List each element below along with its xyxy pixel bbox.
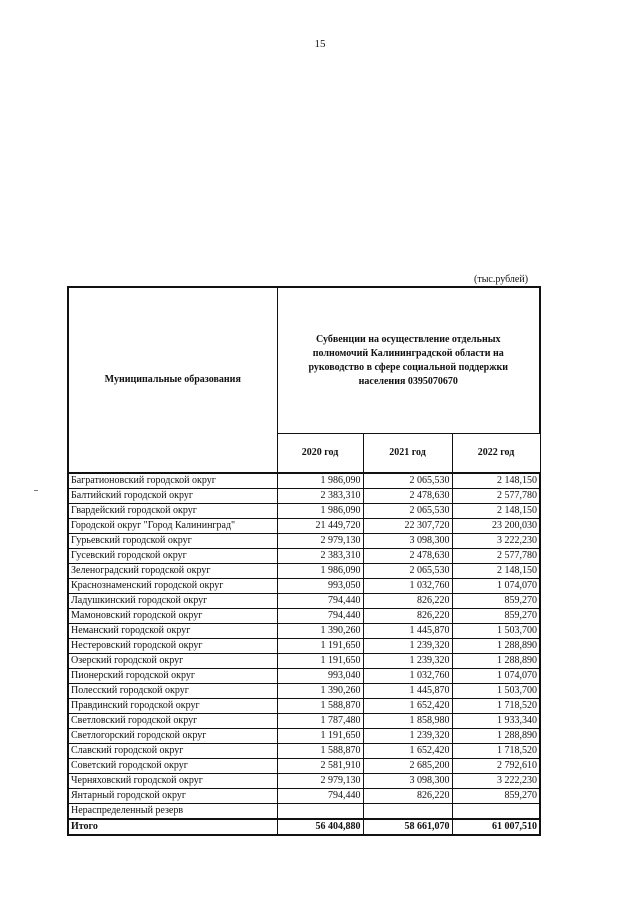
value-2022: 859,270 (452, 789, 540, 804)
value-2021: 826,220 (363, 789, 452, 804)
value-2021: 1 239,320 (363, 729, 452, 744)
page-number: 15 (314, 38, 326, 50)
municipality-name: Черняховский городской округ (68, 774, 277, 789)
value-2020: 993,050 (277, 579, 363, 594)
value-2020: 1 588,870 (277, 744, 363, 759)
value-2020: 993,040 (277, 669, 363, 684)
value-2021: 3 098,300 (363, 534, 452, 549)
municipality-name: Гурьевский городской округ (68, 534, 277, 549)
year-header-2022: 2022 год (452, 434, 540, 474)
value-2021: 1 445,870 (363, 684, 452, 699)
table-row (68, 473, 540, 489)
municipality-name: Светловский городской округ (68, 714, 277, 729)
total-label: Итого (68, 819, 277, 835)
value-2020: 1 191,650 (277, 654, 363, 669)
table-row (68, 774, 540, 789)
municipality-name: Мамоновский городской округ (68, 609, 277, 624)
value-2020: 1 390,260 (277, 624, 363, 639)
municipality-name: Неманский городской округ (68, 624, 277, 639)
value-2022: 2 148,150 (452, 504, 540, 519)
value-2022: 1 718,520 (452, 699, 540, 714)
value-2020: 2 383,310 (277, 549, 363, 564)
value-2020: 1 986,090 (277, 504, 363, 519)
municipality-name: Нестеровский городской округ (68, 639, 277, 654)
value-2022: 1 288,890 (452, 654, 540, 669)
value-2020: 2 383,310 (277, 489, 363, 504)
value-2020: 21 449,720 (277, 519, 363, 534)
table-row (68, 504, 540, 519)
value-2020: 2 979,130 (277, 534, 363, 549)
table-row (68, 609, 540, 624)
table-row (68, 519, 540, 534)
table-row (68, 759, 540, 774)
municipality-name: Правдинский городской округ (68, 699, 277, 714)
value-2021: 1 858,980 (363, 714, 452, 729)
table-row (68, 684, 540, 699)
municipality-name: Славский городской округ (68, 744, 277, 759)
value-2022: 1 288,890 (452, 729, 540, 744)
value-2020: 1 986,090 (277, 473, 363, 489)
value-2020: 1 986,090 (277, 564, 363, 579)
total-2020: 56 404,880 (277, 819, 363, 835)
value-2022: 1 074,070 (452, 579, 540, 594)
value-2020: 1 191,650 (277, 639, 363, 654)
table-row (68, 714, 540, 729)
value-2022: 3 222,230 (452, 534, 540, 549)
value-2022: 2 148,150 (452, 564, 540, 579)
subvention-table (67, 286, 541, 836)
table-row (68, 669, 540, 684)
municipality-name: Светлогорский городской округ (68, 729, 277, 744)
municipality-name: Полесский городской округ (68, 684, 277, 699)
value-2020: 1 588,870 (277, 699, 363, 714)
municipality-name: Советский городской округ (68, 759, 277, 774)
table-row (68, 579, 540, 594)
table-row (68, 729, 540, 744)
municipality-name: Янтарный городской округ (68, 789, 277, 804)
value-2020: 2 581,910 (277, 759, 363, 774)
value-2022: 1 718,520 (452, 744, 540, 759)
value-2021: 1 032,760 (363, 669, 452, 684)
municipality-name: Гвардейский городской округ (68, 504, 277, 519)
value-2022: 2 792,610 (452, 759, 540, 774)
total-row (68, 819, 540, 835)
column-header-municipalities: Муниципальные образования (68, 287, 277, 473)
municipality-name: Краснознаменский городской округ (68, 579, 277, 594)
value-2022: 1 503,700 (452, 624, 540, 639)
value-2021: 1 239,320 (363, 654, 452, 669)
table-row (68, 699, 540, 714)
table-row (68, 654, 540, 669)
table-body (68, 473, 540, 835)
value-2021: 1 445,870 (363, 624, 452, 639)
value-2022: 1 933,340 (452, 714, 540, 729)
value-2020: 1 787,480 (277, 714, 363, 729)
table-row (68, 804, 540, 820)
year-header-2020: 2020 год (277, 434, 363, 474)
value-2022: 1 288,890 (452, 639, 540, 654)
municipality-name: Гусевский городской округ (68, 549, 277, 564)
value-2020: 794,440 (277, 594, 363, 609)
value-2021: 1 032,760 (363, 579, 452, 594)
value-2020: 794,440 (277, 609, 363, 624)
value-2021 (363, 804, 452, 820)
value-2021: 3 098,300 (363, 774, 452, 789)
table-row (68, 639, 540, 654)
table-row (68, 624, 540, 639)
value-2020: 2 979,130 (277, 774, 363, 789)
value-2021: 2 065,530 (363, 564, 452, 579)
value-2022: 2 148,150 (452, 473, 540, 489)
value-2020: 794,440 (277, 789, 363, 804)
table-row (68, 549, 540, 564)
municipality-name: Пионерский городской округ (68, 669, 277, 684)
year-header-2021: 2021 год (363, 434, 452, 474)
value-2022: 2 577,780 (452, 489, 540, 504)
municipality-name: Нераспределенный резерв (68, 804, 277, 820)
value-2022: 859,270 (452, 594, 540, 609)
scan-speck (34, 490, 38, 491)
value-2022: 2 577,780 (452, 549, 540, 564)
value-2020: 1 191,650 (277, 729, 363, 744)
municipality-name: Зеленоградский городской округ (68, 564, 277, 579)
table-row (68, 489, 540, 504)
value-2022: 3 222,230 (452, 774, 540, 789)
table-row (68, 564, 540, 579)
municipality-name: Озерский городской округ (68, 654, 277, 669)
table-row (68, 534, 540, 549)
value-2021: 826,220 (363, 594, 452, 609)
municipality-name: Багратионовский городской округ (68, 473, 277, 489)
value-2021: 2 065,530 (363, 473, 452, 489)
value-2021: 2 065,530 (363, 504, 452, 519)
units-label: (тыс.рублей) (474, 274, 529, 285)
value-2022: 1 503,700 (452, 684, 540, 699)
value-2022: 23 200,030 (452, 519, 540, 534)
table-row (68, 594, 540, 609)
municipality-name: Городской округ "Город Калининград" (68, 519, 277, 534)
value-2021: 2 478,630 (363, 489, 452, 504)
municipality-name: Ладушкинский городской округ (68, 594, 277, 609)
column-header-subvention: Субвенции на осуществление отдельных полномочий Калининградской области на руководство в сфере социальной поддержки населения 0395070670 (277, 287, 540, 434)
table-row (68, 744, 540, 759)
value-2021: 22 307,720 (363, 519, 452, 534)
value-2021: 2 685,200 (363, 759, 452, 774)
value-2021: 826,220 (363, 609, 452, 624)
municipality-name: Балтийский городской округ (68, 489, 277, 504)
value-2022 (452, 804, 540, 820)
value-2022: 1 074,070 (452, 669, 540, 684)
total-2022: 61 007,510 (452, 819, 540, 835)
value-2021: 1 239,320 (363, 639, 452, 654)
value-2022: 859,270 (452, 609, 540, 624)
value-2021: 2 478,630 (363, 549, 452, 564)
value-2020 (277, 804, 363, 820)
value-2021: 1 652,420 (363, 744, 452, 759)
value-2021: 1 652,420 (363, 699, 452, 714)
table-row (68, 789, 540, 804)
total-2021: 58 661,070 (363, 819, 452, 835)
value-2020: 1 390,260 (277, 684, 363, 699)
